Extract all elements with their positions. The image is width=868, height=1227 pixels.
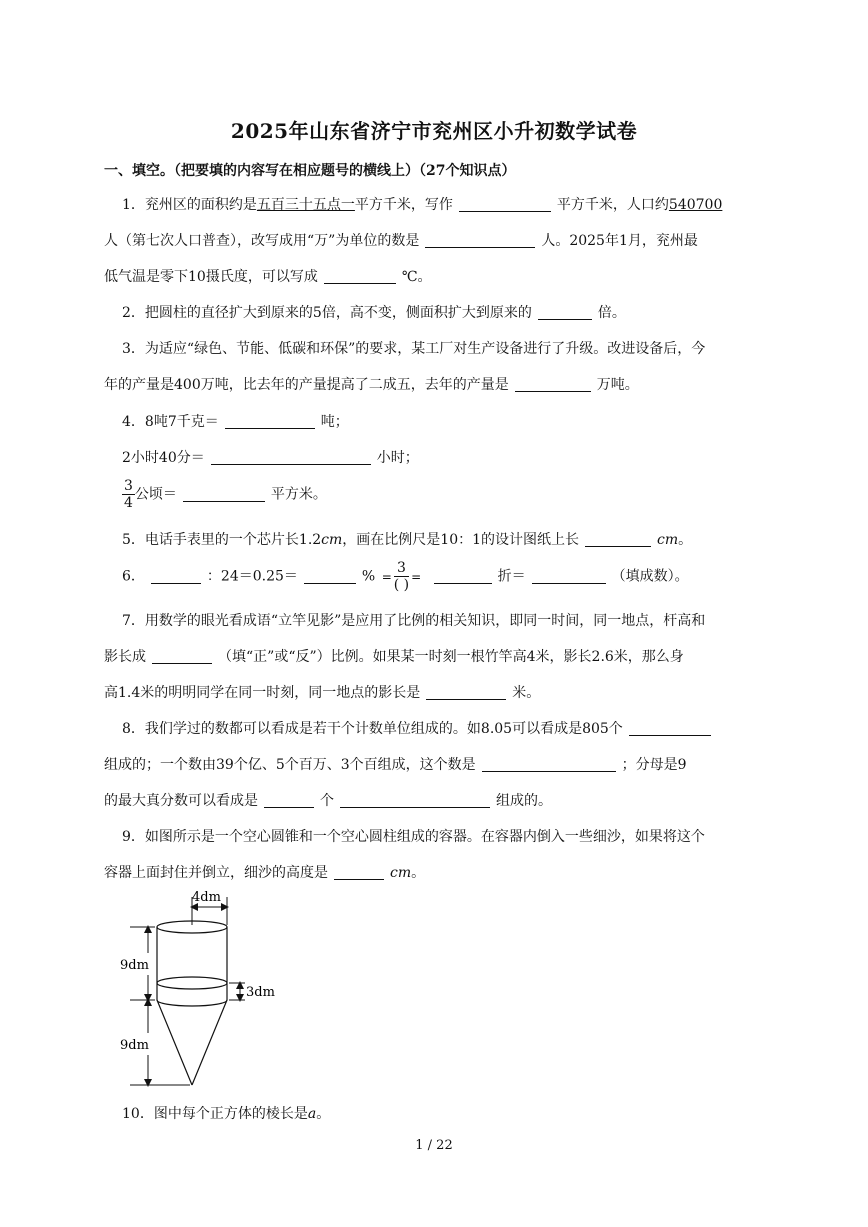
q4-line2: 2小时40分＝ 小时；: [122, 450, 419, 466]
fraction-three-quarters: $\frac{3}{4}$: [124, 478, 133, 511]
q3-line1: 3．为适应“绿色、节能、低碳和环保”的要求，某工厂对生产设备进行了升级。改进设备后，今: [122, 341, 706, 357]
answer-blank[interactable]: [434, 569, 492, 584]
q4-line3: $\frac{3}{4}$ 公顷＝ 平方米。: [124, 478, 327, 511]
answer-blank[interactable]: [538, 305, 592, 320]
answer-blank[interactable]: [264, 793, 314, 808]
container-figure: [110, 885, 310, 1095]
answer-blank[interactable]: [225, 414, 315, 429]
q7-line3: 高1.4米的明明同学在同一时刻，同一地点的影长是 米。: [104, 685, 541, 701]
q8-line2: 组成的；一个数由39个亿、5个百万、3个百组成，这个数是 ；分母是9: [104, 757, 687, 773]
q1-line2: 人（第七次人口普查），改写成用“万”为单位的数是 人。2025年1月，兖州最: [104, 233, 698, 249]
q8-line3: 的最大真分数可以看成是 个 组成的。: [104, 793, 552, 809]
q8-line1: 8．我们学过的数都可以看成是若干个计数单位组成的。如8.05可以看成是805个: [122, 718, 717, 738]
figure-label-sand-height: 3dm: [246, 985, 275, 1000]
fraction-three-blank: $\frac{3}{( )}$: [393, 560, 410, 593]
q2-line: 2．把圆柱的直径扩大到原来的5倍，高不变，侧面积扩大到原来的 倍。: [122, 305, 626, 321]
answer-blank[interactable]: [629, 721, 711, 736]
answer-blank[interactable]: [532, 569, 606, 584]
figure-label-radius: 4dm: [192, 890, 221, 905]
answer-blank[interactable]: [459, 197, 551, 212]
answer-blank[interactable]: [585, 532, 651, 547]
answer-blank[interactable]: [334, 865, 384, 880]
section-heading: 一、填空。（把要填的内容写在相应题号的横线上）（27个知识点）: [104, 163, 516, 179]
answer-blank[interactable]: [515, 377, 591, 392]
q7-line1: 7．用数学的眼光看成语“立竿见影”是应用了比例的相关知识，即同一时间，同一地点，杆高和: [122, 613, 706, 629]
answer-blank[interactable]: [152, 649, 212, 664]
q7-line2: 影长成 （填“正”或“反”）比例。如果某一时刻一根竹竿高4米，影长2.6米，那么身: [104, 649, 684, 665]
figure-label-lower-height: 9dm: [120, 1038, 149, 1053]
q9-line1: 9．如图所示是一个空心圆锥和一个空心圆柱组成的容器。在容器内倒入一些细沙，如果将这个: [122, 829, 705, 845]
q6-line: 6． ：24＝0.25＝ % = $\frac{3}{( )}$ = 折＝ （填成数）。: [122, 560, 689, 593]
answer-blank[interactable]: [482, 757, 616, 772]
q5-line: 5．电话手表里的一个芯片长1.2cm，画在比例尺是10：1的设计图纸上长 cm。: [122, 532, 693, 548]
answer-blank[interactable]: [324, 269, 396, 284]
answer-blank[interactable]: [426, 685, 506, 700]
answer-blank[interactable]: [304, 569, 356, 584]
page-number: 1 / 22: [415, 1138, 453, 1153]
answer-blank[interactable]: [340, 793, 490, 808]
answer-blank[interactable]: [151, 569, 201, 584]
q1-line3: 低气温是零下10摄氏度，可以写成 ℃。: [104, 269, 432, 285]
answer-blank[interactable]: [211, 450, 371, 465]
q1-line1: 1．兖州区的面积约是五百三十五点一平方千米，写作 平方千米，人口约540700: [122, 197, 723, 213]
q3-line2: 年的产量是400万吨，比去年的产量提高了二成五，去年的产量是 万吨。: [104, 377, 639, 393]
page-title: 2025年山东省济宁市兖州区小升初数学试卷: [230, 119, 638, 143]
figure-label-upper-height: 9dm: [120, 958, 149, 973]
answer-blank[interactable]: [183, 487, 265, 502]
q10-line: 10．图中每个正方体的棱长是a。: [122, 1106, 331, 1122]
q9-line2: 容器上面封住并倒立，细沙的高度是 cm。: [104, 865, 426, 881]
answer-blank[interactable]: [425, 233, 535, 248]
q4-line1: 4．8吨7千克＝ 吨；: [122, 414, 349, 430]
